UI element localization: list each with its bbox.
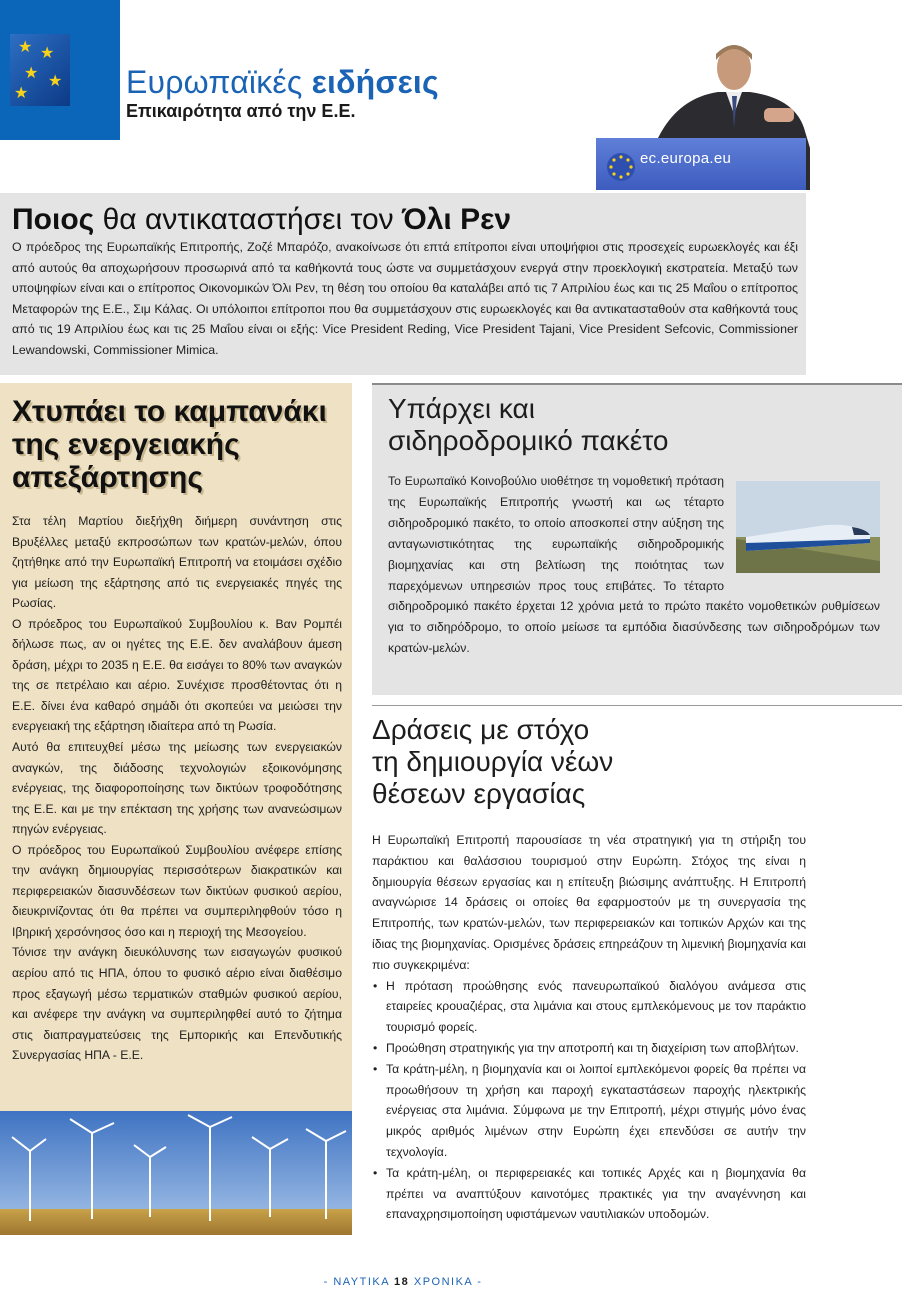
wind-turbines-photo (0, 1111, 352, 1235)
article-top (0, 193, 806, 375)
eu-stars-icon (606, 152, 636, 182)
paragraph: Αυτό θα επιτευχθεί μέσω της μείωσης των ενεργειακών αναγκών, της διάδοσης τεχνολογιών εξοικονόμησης ενέργειας, της διαφοροποίησης των δικτύων τροφοδότησης της Ε.Ε. και με την επέκταση της χρήσης των ανανεώσιμων πηγών ενέργειας. (12, 740, 342, 837)
section-title-light: Ευρωπαϊκές (126, 64, 303, 100)
eu-flag-image: ★ ★ ★ ★ ★ (10, 34, 70, 106)
article-rail (372, 385, 902, 695)
paragraph: Ο πρόεδρος του Ευρωπαϊκού Συμβουλίου κ. Βαν Ρομπέι δήλωσε πως, αν οι ηγέτες της Ε.Ε. δεν αναλάβουν άμεση δράση, μέχρι το 2035 η Ε.Ε. θα εισάγει το 80% των αναγκών της σε πετρέλαιο και αέριο. Συνέχισε προσθέτοντας ότι η Ε.Ε. δίνει ένα καθαρό σημάδι ότι σκοπεύει να μειώσει την ενεργειακή της εξάρτηση ιδιαίτερα από τη Ρωσία. (12, 616, 342, 734)
rail-title-line-1: Υπάρχει και (388, 393, 535, 424)
footer-left: - ΝΑΥΤΙΚΑ (323, 1276, 390, 1288)
article-top-title (12, 203, 511, 237)
section-title (126, 64, 439, 101)
page-footer (0, 1276, 806, 1288)
article-energy-title: Χτυπάει το καμπανάκι της ενεργειακής απεξάρτησης (12, 395, 327, 494)
paragraph: Στα τέλη Μαρτίου διεξήχθη διήμερη συνάντηση στις Βρυξέλλες μεταξύ εκπροσώπων των κρατών-μελών, όπου ζητήθηκε από την Ευρωπαϊκή Επιτροπή να ετοιμάσει σχέδιο για μείωση της εξάρτησης από τις ενεργειακές πηγές της Ρωσίας. (12, 514, 342, 611)
section-title-bold: ειδήσεις (311, 64, 439, 100)
rail-title-line-2: σιδηροδρομικό πακέτο (388, 425, 669, 456)
rail-body-text: Το Ευρωπαϊκό Κοινοβούλιο υιοθέτησε τη νομοθετική πρόταση της Ευρωπαϊκής Επιτροπής γνωστή και ως τέταρτο σιδηροδρομικό πακέτο, το οποίο αποσκοπεί στην αύξηση της ανταγωνιστικότητας της ευρωπαϊκής σιδηροδρομικής βιομηχανίας και στη βελτίωση της ποιότητας των παρεχόμενων υπηρεσιών προς τους επιβάτες. Το τέταρτο σιδηροδρομικό πακέτο έρχεται 12 χρόνια μετά το πρώτο πακέτο νομοθετικών ρυθμίσεων για το σιδηρόδρομο, το οποίο μείωσε τα εμπόδια διασύνδεσης των σιδηροδρόμων των κρατών-μελών. (388, 474, 880, 656)
article-rail-body (388, 471, 880, 659)
divider (372, 705, 902, 706)
section-subtitle: Επικαιρότητα από την Ε.Ε. (126, 101, 356, 121)
article-jobs-list (372, 976, 806, 1226)
article-jobs-intro: Η Ευρωπαϊκή Επιτροπή παρουσίασε τη νέα στρατηγική για τη στήριξη του παράκτιου και θαλάσσιου τουρισμού στην Ευρώπη. Στόχος της είναι η δημιουργία θέσεων εργασίας και η επίτευξη βιώσιμης ανάπτυξης. Η Επιτροπή αναγνώρισε 14 δράσεις οι οποίες θα εφαρμοστούν με τη συνεργασία της Επιτροπής, των κρατών-μελών, των περιφερειακών και τοπικών Αρχών και της ίδιας της βιομηχανίας. Ορισμένες δράσεις επηρεάζουν τη λιμενική βιομηχανία και πιο συγκεκριμένα: (372, 833, 806, 972)
list-item: • Τα κράτη-μέλη, οι περιφερειακές και τοπικές Αρχές και η βιομηχανία θα πρέπει να αναπτύξουν καινοτόμες πρακτικές για την αναγέννηση και επαναχρησιμοποίηση υφιστάμενων ναυτιλιακών υποδομών. (386, 1163, 806, 1225)
jobs-title-line-2: τη δημιουργία νέων (372, 746, 614, 777)
jobs-title-line-1: Δράσεις με στόχο (372, 714, 590, 745)
article-rail-title (388, 393, 668, 457)
paragraph: Τόνισε την ανάγκη διευκόλυνσης των εισαγωγών φυσικού αερίου από τις ΗΠΑ, όπου το φυσικό αέριο είναι διαθέσιμο προς εξαγωγή μέσω τερματικών σταθμών φυσικού αερίου, και ανέφερε την ανάγκη να συμπεριληφθεί αυτό το ζήτημα στις διαπραγματεύσεις της Εμπορικής και Επενδυτικής Συνεργασίας ΗΠΑ - Ε.Ε. (12, 945, 342, 1063)
article-jobs (372, 714, 902, 1225)
title-mid: θα αντικαταστήσει τον (102, 203, 394, 236)
list-item: • Προώθηση στρατηγικής για την αποτροπή και τη διαχείριση των αποβλήτων. (386, 1038, 806, 1059)
title-bold-word: Ποιος (12, 203, 95, 236)
article-jobs-title (372, 714, 902, 810)
title-end: Όλι Ρεν (401, 203, 512, 236)
list-item: • Τα κράτη-μέλη, η βιομηχανία και οι λοιποί εμπλεκόμενοι φορείς θα πρέπει να προωθήσουν τη χρήση και παροχή εγκαταστάσεων παροχής ηλεκτρικής ενέργειας στα λιμάνια. Σύμφωνα με την Επιτροπή, μέχρι στιγμής μόνο ένας μικρός αριθμός λιμένων στην Ευρώπη έχει επενδύσει σε αυτήν την τεχνολογία. (386, 1059, 806, 1163)
footer-right: ΧΡΟΝΙΚΑ - (413, 1276, 483, 1288)
train-photo (736, 481, 880, 573)
podium-url: ec.europa.eu (640, 150, 732, 167)
article-energy (0, 383, 352, 1111)
article-energy-body (12, 511, 342, 1066)
page-number: 18 (394, 1276, 410, 1288)
article-top-body: Ο πρόεδρος της Ευρωπαϊκής Επιτροπής, Ζοζέ Μπαρόζο, ανακοίνωσε ότι επτά επίτροποι είναι υποψήφιοι στις προσεχείς ευρωεκλογές και έξι από αυτούς θα αποχωρήσουν προσωρινά από τα καθήκοντά τους ώστε να συμμετάσχουν ενεργά στην προεκλογική εκστρατεία. Μεταξύ των υποψηφίων είναι και ο επίτροπος Οικονομικών Όλι Ρεν, τη θέση του οποίου θα καταλάβει από τις 7 Απριλίου έως και τις 25 Μαΐου ο επίτροπος Μεταφορών της Ε.Ε., Σιμ Κάλας. Οι υπόλοιποι επίτροποι που θα συμμετάσχουν στις ευρωεκλογές και θα αντικατασταθούν στα καθήκοντά τους από τις 19 Απριλίου έως και τις 25 Μαΐου είναι οι εξής: Vice President Reding, Vice President Tajani, Vice President Sefcovic, Commissioner Lewandowski, Commissioner Mimica. (12, 240, 798, 357)
paragraph: Ο πρόεδρος του Ευρωπαϊκού Συμβουλίου ανέφερε επίσης την ανάγκη δημιουργίας περισσότερων διακρατικών και περιφερειακών διασυνδέσεων των δικτύων φυσικού αερίου, διευκρινίζοντας ότι θα πρέπει να συμπεριληφθούν τόσο η Ιβηρική χερσόνησος όσο και η περιοχή της Μεσογείου. (12, 842, 342, 939)
jobs-title-line-3: θέσεων εργασίας (372, 778, 586, 809)
list-item: • Η πρόταση προώθησης ενός πανευρωπαϊκού διαλόγου ανάμεσα στις εταιρείες κρουαζιέρας, στα λιμάνια και στους εμπλεκόμενους με τον παράκτιο τουρισμό φορείς. (386, 976, 806, 1038)
